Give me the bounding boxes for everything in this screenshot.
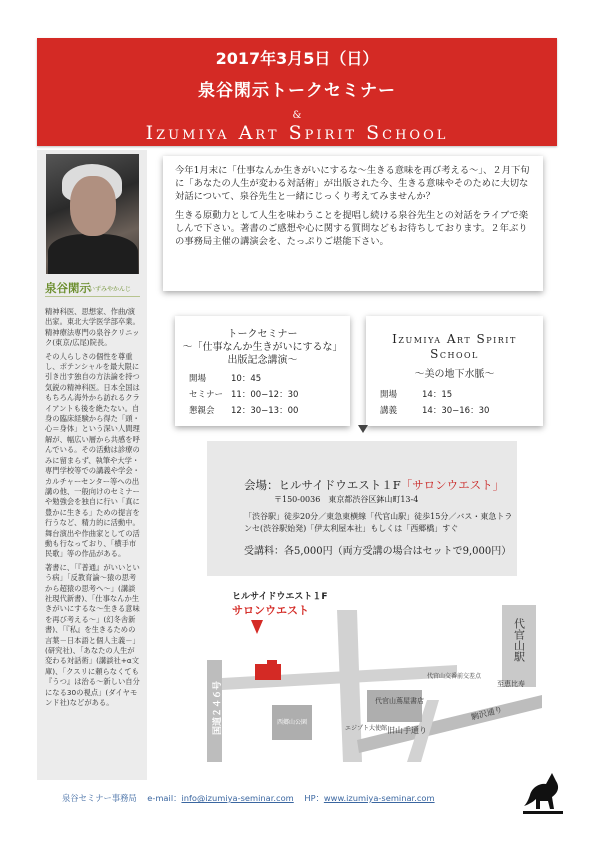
profile-sidebar <box>37 150 147 780</box>
profile-reading: いずみやかんじ <box>89 286 132 293</box>
profile-bio <box>45 307 141 711</box>
down-arrow-icon <box>358 425 368 433</box>
venue-title: 会場：ヒルサイドウエスト１F「サロンウエスト」 <box>244 478 505 492</box>
bio-paragraph: その人らしさの個性を尊重し、ポテンシャルを最大限に引き出す独自の方法論を持つ気鋭の精神科医。日本全国はもちろん海外から訪れるクライアントも後を絶たない。自身の臨床経験から得た「頭・心＝身体」という深い人間理解が、幅広い層から共感を呼んでいる。その活動は診療のみに留まらず、執筆や大学・専門学校等での講義や学会・カルチャーセンター等への出講の他、一般向けのセミナーや勉強会を独自に行い「真に豊かに生きる」ための提言を行うなど、精力的に活動中。舞台演出や作曲家としての活動も行なっており、「横手市民歌」等の作品がある。 <box>45 351 140 559</box>
building-label: ヒルサイドウエスト１F <box>232 592 328 602</box>
event-date: 2017年3月5日（日） <box>215 49 379 68</box>
ampersand: & <box>292 110 302 121</box>
email-link[interactable]: info@izumiya-seminar.com <box>181 793 294 803</box>
school-heading: Izumiya Art Spirit <box>392 332 517 346</box>
school-title: Izumiya Art Spirit School <box>145 122 449 144</box>
schedule-row: 懇親会 12：30−13：00 <box>189 406 299 416</box>
venue-access: 「渋谷駅」徒歩20分／東急東横線「代官山駅」徒歩15分／バス・東急トランセ(渋谷駅始発)「伊太利屋本社」もしくは「西郷橋」すぐ <box>244 512 513 533</box>
talk-seminar-card <box>175 316 350 426</box>
kyuyamate-label: 旧山手通り <box>387 726 427 735</box>
embassy-label: エジプト大使館 <box>345 725 388 732</box>
station-label: 代官山駅 <box>512 618 526 662</box>
crossing-label: 代官山交番前交差点 <box>427 673 482 680</box>
art-school-card <box>366 316 543 426</box>
schedule-row: セミナー 11：00−12：30 <box>189 390 299 400</box>
intro-paragraph: 生きる原動力として人生を味わうことを提唱し続ける泉谷先生との対話をライブで楽しんで下さい。著書のご感想や心に関する質問などもお待ちしております。２年ぶりの事務局主催の講演会を、たっぷりご堪能下さい。 <box>175 209 529 248</box>
profile-photo <box>46 154 139 274</box>
unicorn-logo-icon <box>522 771 564 815</box>
salon-arrow-icon <box>251 620 263 634</box>
park-label: 西郷山公園 <box>277 719 308 726</box>
intro-paragraph: 今年1月末に「仕事なんか生きがいにするな～生きる意味を再び考える～」、２月下旬に「あなたの人生が変わる対話術」が出版された今、生きる意味やそのために大切な対話について、泉谷先生と一緒にじっくり考えてみませんか？ <box>175 165 530 203</box>
footer <box>62 792 435 804</box>
venue-address: 〒150-0036 東京都渋谷区鉢山町13-4 <box>274 495 419 504</box>
office-name: 泉谷セミナー事務局 <box>62 793 137 803</box>
ebisu-label: 至恵比寿 <box>497 680 525 688</box>
salon-marker <box>255 664 281 680</box>
school-heading: School <box>430 347 479 361</box>
schedule-row: 開場 14：15 <box>380 390 453 400</box>
talk-subheading: ～「仕事なんか生きがいにするな」 <box>182 342 343 353</box>
bookstore-label: 代官山蔦屋書店 <box>375 697 424 705</box>
schedule-row: 開場 10：45 <box>189 374 262 384</box>
venue-box <box>207 441 517 576</box>
access-map <box>207 590 542 762</box>
hp-label: HP： <box>304 793 324 803</box>
header-banner <box>37 38 557 146</box>
profile-name: 泉谷閑示 <box>45 281 91 295</box>
talk-subheading: 出版記念講演～ <box>227 355 298 366</box>
salon-label: サロンウエスト <box>232 604 309 617</box>
road-246-label: 国道２４６号 <box>213 680 223 735</box>
intro-box <box>163 156 543 291</box>
website-link[interactable]: www.izumiya-seminar.com <box>323 793 435 803</box>
komazawa-label: 駒沢通り <box>470 704 504 722</box>
email-label: e-mail： <box>147 793 182 803</box>
divider <box>45 296 140 297</box>
bio-paragraph: 著書に、「『普通』がいいという病」「反教育論～猿の思考から超猿の思考へ～」(講談社現代新書)、「仕事なんか生きがいにするな～生きる意味を再び考える～」(幻冬舎新書)、「『私』を生きるための言葉－日本語と個人主義－」(研究社)、「あなたの人生が変わる対話術」(講談社+α文庫)、「クスリに頼らなくても『うつ』は治る～新しい自分になる30の視点」(ダイヤモンド社)などがある。 <box>45 562 140 708</box>
schedule-row: 講義 14：30−16：30 <box>380 406 490 416</box>
bio-paragraph: 精神科医、思想家、作曲/演出家。東北大学医学部卒業。精神療法専門の泉谷クリニック(東京/広尾)院長。 <box>45 307 140 348</box>
event-title: 泉谷閑示トークセミナー <box>198 81 396 101</box>
talk-heading: トークセミナー <box>227 329 298 340</box>
venue-fee: 受講料：各5,000円（両方受講の場合はセットで9,000円） <box>244 546 512 557</box>
school-subtitle: ～美の地下水脈～ <box>414 369 495 380</box>
